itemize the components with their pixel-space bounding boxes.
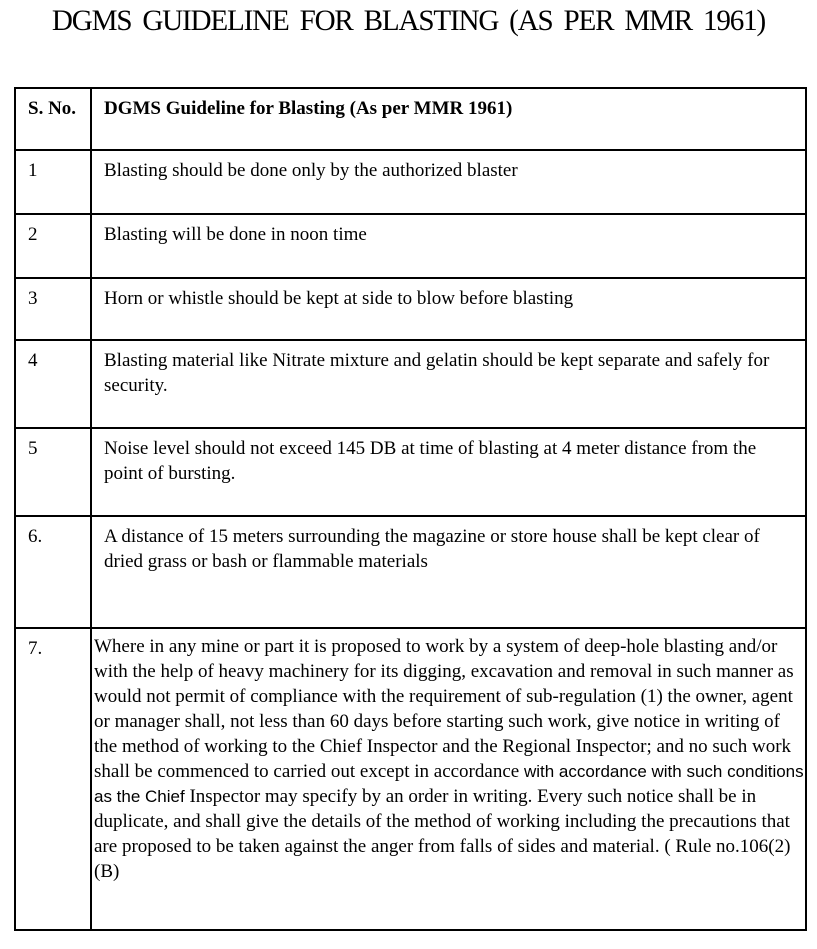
rule-text-sans-run: with accordance with such conditions as the Chief [94,762,804,806]
row-guideline-text: A distance of 15 meters surrounding the magazine or store house shall be kept clear of dried grass or bash or flammable materials [91,516,806,628]
row-guideline-text: Blasting will be done in noon time [91,214,806,278]
table-row [15,340,806,428]
table-row [15,278,806,340]
table-row [15,214,806,278]
table-row [15,628,806,930]
row-guideline-text: Blasting should be done only by the authorized blaster [91,150,806,214]
guidelines-table [14,87,807,931]
rule-text-serif-tail: Inspector may specify by an order in writing. Every such notice shall be in duplicate, and shall give the details of the method of working including the precautions that are proposed to be taken against the anger from falls of sides and material. ( Rule no.106(2)(B) [94,786,791,882]
row-number: 4 [15,340,91,428]
row-number: 1 [15,150,91,214]
row-number: 6. [15,516,91,628]
row-number: 3 [15,278,91,340]
table-row [15,150,806,214]
row-number: 2 [15,214,91,278]
row-guideline-text [91,628,806,930]
row-number: 5 [15,428,91,516]
row-guideline-text: Horn or whistle should be kept at side to blow before blasting [91,278,806,340]
row-number: 7. [15,628,91,930]
table-row [15,516,806,628]
row-guideline-text: Blasting material like Nitrate mixture and gelatin should be kept separate and safely for security. [91,340,806,428]
page-title: DGMS GUIDELINE FOR BLASTING (AS PER MMR 1961) [51,4,766,37]
table-header-row [15,88,806,150]
rule-text-serif-lead: Where in any mine or part it is proposed to work by a system of deep-hole blasting and/or with the help of heavy machinery for its digging, excavation and removal in such manner as would not permit of compliance with the requirement of sub-regulation (1) the owner, agent or manager shall, not less than 60 days before starting such work, give notice in writing of the method of working to the Chief Inspector and the Regional Inspector; and no such work shall be commenced to carried out except in accordance [94,636,794,782]
header-cell-guideline-title: DGMS Guideline for Blasting (As per MMR 1961) [91,88,806,150]
row-guideline-text: Noise level should not exceed 145 DB at time of blasting at 4 meter distance from the point of bursting. [91,428,806,516]
table-row [15,428,806,516]
header-cell-serial-no: S. No. [15,88,91,150]
